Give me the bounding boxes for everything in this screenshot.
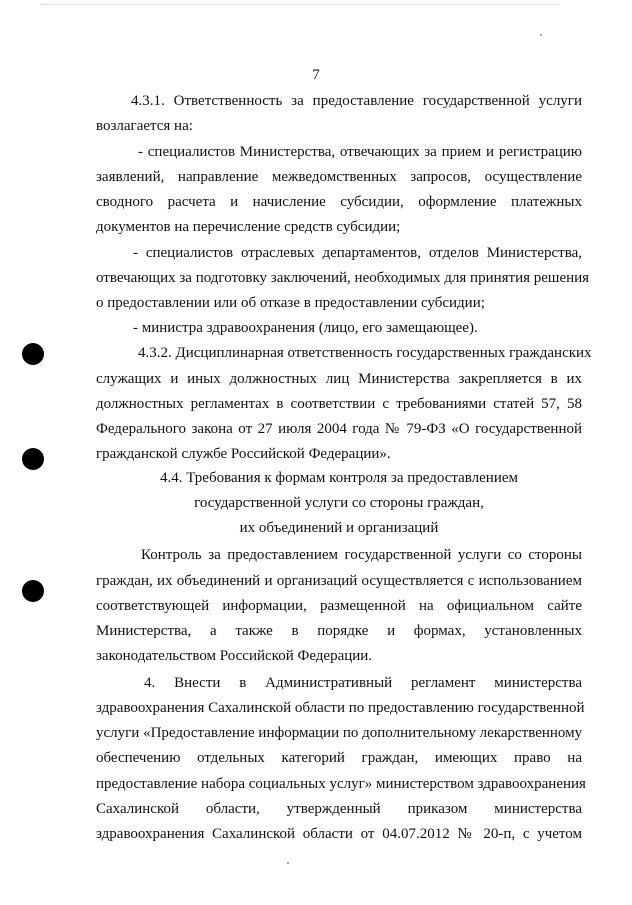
- page-number: 7: [312, 67, 320, 83]
- section-heading: 4.4. Требования к формам контроля за предоставлением: [159, 470, 519, 486]
- text-line: служащих и иных должностных лиц Министерства закрепляется в их: [96, 371, 582, 387]
- section-heading: их объединений и организаций: [239, 520, 439, 536]
- text-line: документов на перечисление средств субсидии;: [96, 219, 401, 235]
- scan-speck: [540, 34, 542, 36]
- text-line: - специалистов Министерства, отвечающих за прием и регистрацию: [138, 144, 582, 160]
- text-line: - специалистов отраслевых департаментов, отделов Министерства,: [133, 245, 582, 261]
- text-line: обеспечению отдельных категорий граждан, имеющих право на: [96, 750, 582, 766]
- punch-hole: [22, 343, 44, 365]
- scan-speck: [287, 862, 289, 864]
- text-line: 4.3.1. Ответственность за предоставление государственной услуги: [131, 93, 582, 109]
- scan-edge-line: [40, 4, 560, 5]
- text-line: услуги «Предоставление информации по дополнительному лекарственному: [96, 725, 583, 741]
- text-line: заявлений, направление межведомственных запросов, осуществление: [96, 169, 582, 185]
- text-line: возлагается на:: [96, 118, 193, 134]
- text-line: 4.3.2. Дисциплинарная ответственность государственных гражданских: [138, 345, 592, 361]
- text-line: граждан, их объединений и организаций осуществляется с использованием: [96, 573, 582, 589]
- text-line: здравоохранения Сахалинской области по предоставлению государственной: [96, 700, 585, 716]
- text-line: сводного расчета и начисление субсидии, оформление платежных: [96, 194, 582, 210]
- text-line: 4. Внести в Административный регламент министерства: [144, 675, 582, 691]
- section-heading: государственной услуги со стороны граждан,: [194, 495, 484, 511]
- text-line: отвечающих за подготовку заключений, необходимых для принятия решения: [96, 270, 590, 286]
- text-line: здравоохранения Сахалинской области от 04.07.2012 № 20-п, с учетом: [96, 826, 582, 842]
- text-line: - министра здравоохранения (лицо, его замещающее).: [133, 320, 478, 336]
- text-line: соответствующей информации, размещенной на официальном сайте: [96, 598, 582, 614]
- text-line: Контроль за предоставлением государственной услуги со стороны: [141, 547, 582, 563]
- text-line: Федерального закона от 27 июля 2004 года № 79-ФЗ «О государственной: [96, 421, 582, 437]
- punch-hole: [22, 580, 44, 602]
- text-line: должностных регламентах в соответствии с требованиями статей 57, 58: [96, 396, 582, 412]
- text-line: Министерства, а также в порядке и формах, установленных: [96, 623, 582, 639]
- text-line: гражданской службе Российской Федерации».: [96, 446, 391, 462]
- text-line: Сахалинской области, утвержденный приказом министерства: [96, 801, 582, 817]
- text-line: законодательством Российской Федерации.: [96, 648, 373, 664]
- text-line: о предоставлении или об отказе в предоставлении субсидии;: [96, 295, 485, 311]
- punch-hole: [22, 448, 44, 470]
- text-line: предоставление набора социальных услуг» министерством здравоохранения: [96, 776, 586, 792]
